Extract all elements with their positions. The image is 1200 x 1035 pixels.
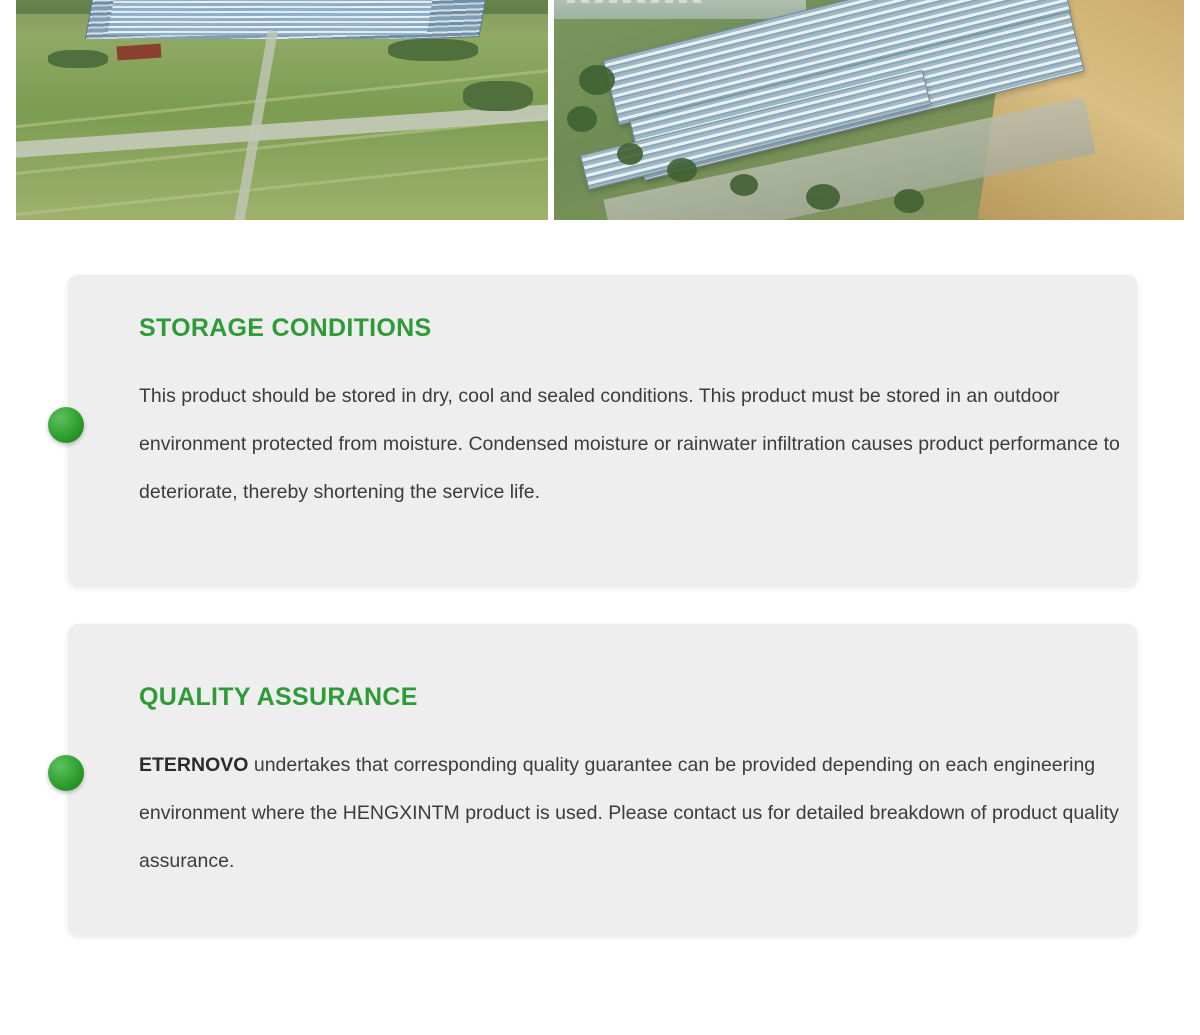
bullet-point-icon — [48, 755, 84, 791]
photo-strip — [16, 0, 1184, 220]
storage-conditions-title: STORAGE CONDITIONS — [139, 314, 432, 342]
quality-assurance-body-text: undertakes that corresponding quality guarantee can be provided depending on each engineering environment where the HENGXINTM product is used. Please contact us for detailed breakdown of product quality assurance. — [139, 754, 1119, 872]
aerial-farm-facility-photo — [16, 0, 548, 220]
photo-hedge — [388, 39, 478, 61]
photo-red-barn — [117, 43, 162, 60]
brand-name: ETERNOVO — [139, 754, 249, 776]
quality-assurance-body — [139, 741, 1135, 885]
aerial-factory-roofs-photo — [554, 0, 1184, 220]
photo-tree — [730, 174, 758, 196]
photo-hedge — [48, 50, 108, 68]
photo-town-buildings — [567, 0, 706, 3]
storage-conditions-body: This product should be stored in dry, cool and sealed conditions. This product must be stored in an outdoor environment protected from moisture. Condensed moisture or rainwater infiltration causes product performance to deteriorate, thereby shortening the service life. — [139, 385, 1120, 503]
photo-tree — [806, 184, 840, 210]
photo-tree — [567, 106, 597, 132]
quality-assurance-title: QUALITY ASSURANCE — [139, 683, 418, 711]
bullet-point-icon — [48, 407, 84, 443]
photo-tree — [617, 143, 643, 165]
photo-shed-roofs-secondary — [107, 0, 435, 34]
photo-hedge — [463, 81, 533, 111]
